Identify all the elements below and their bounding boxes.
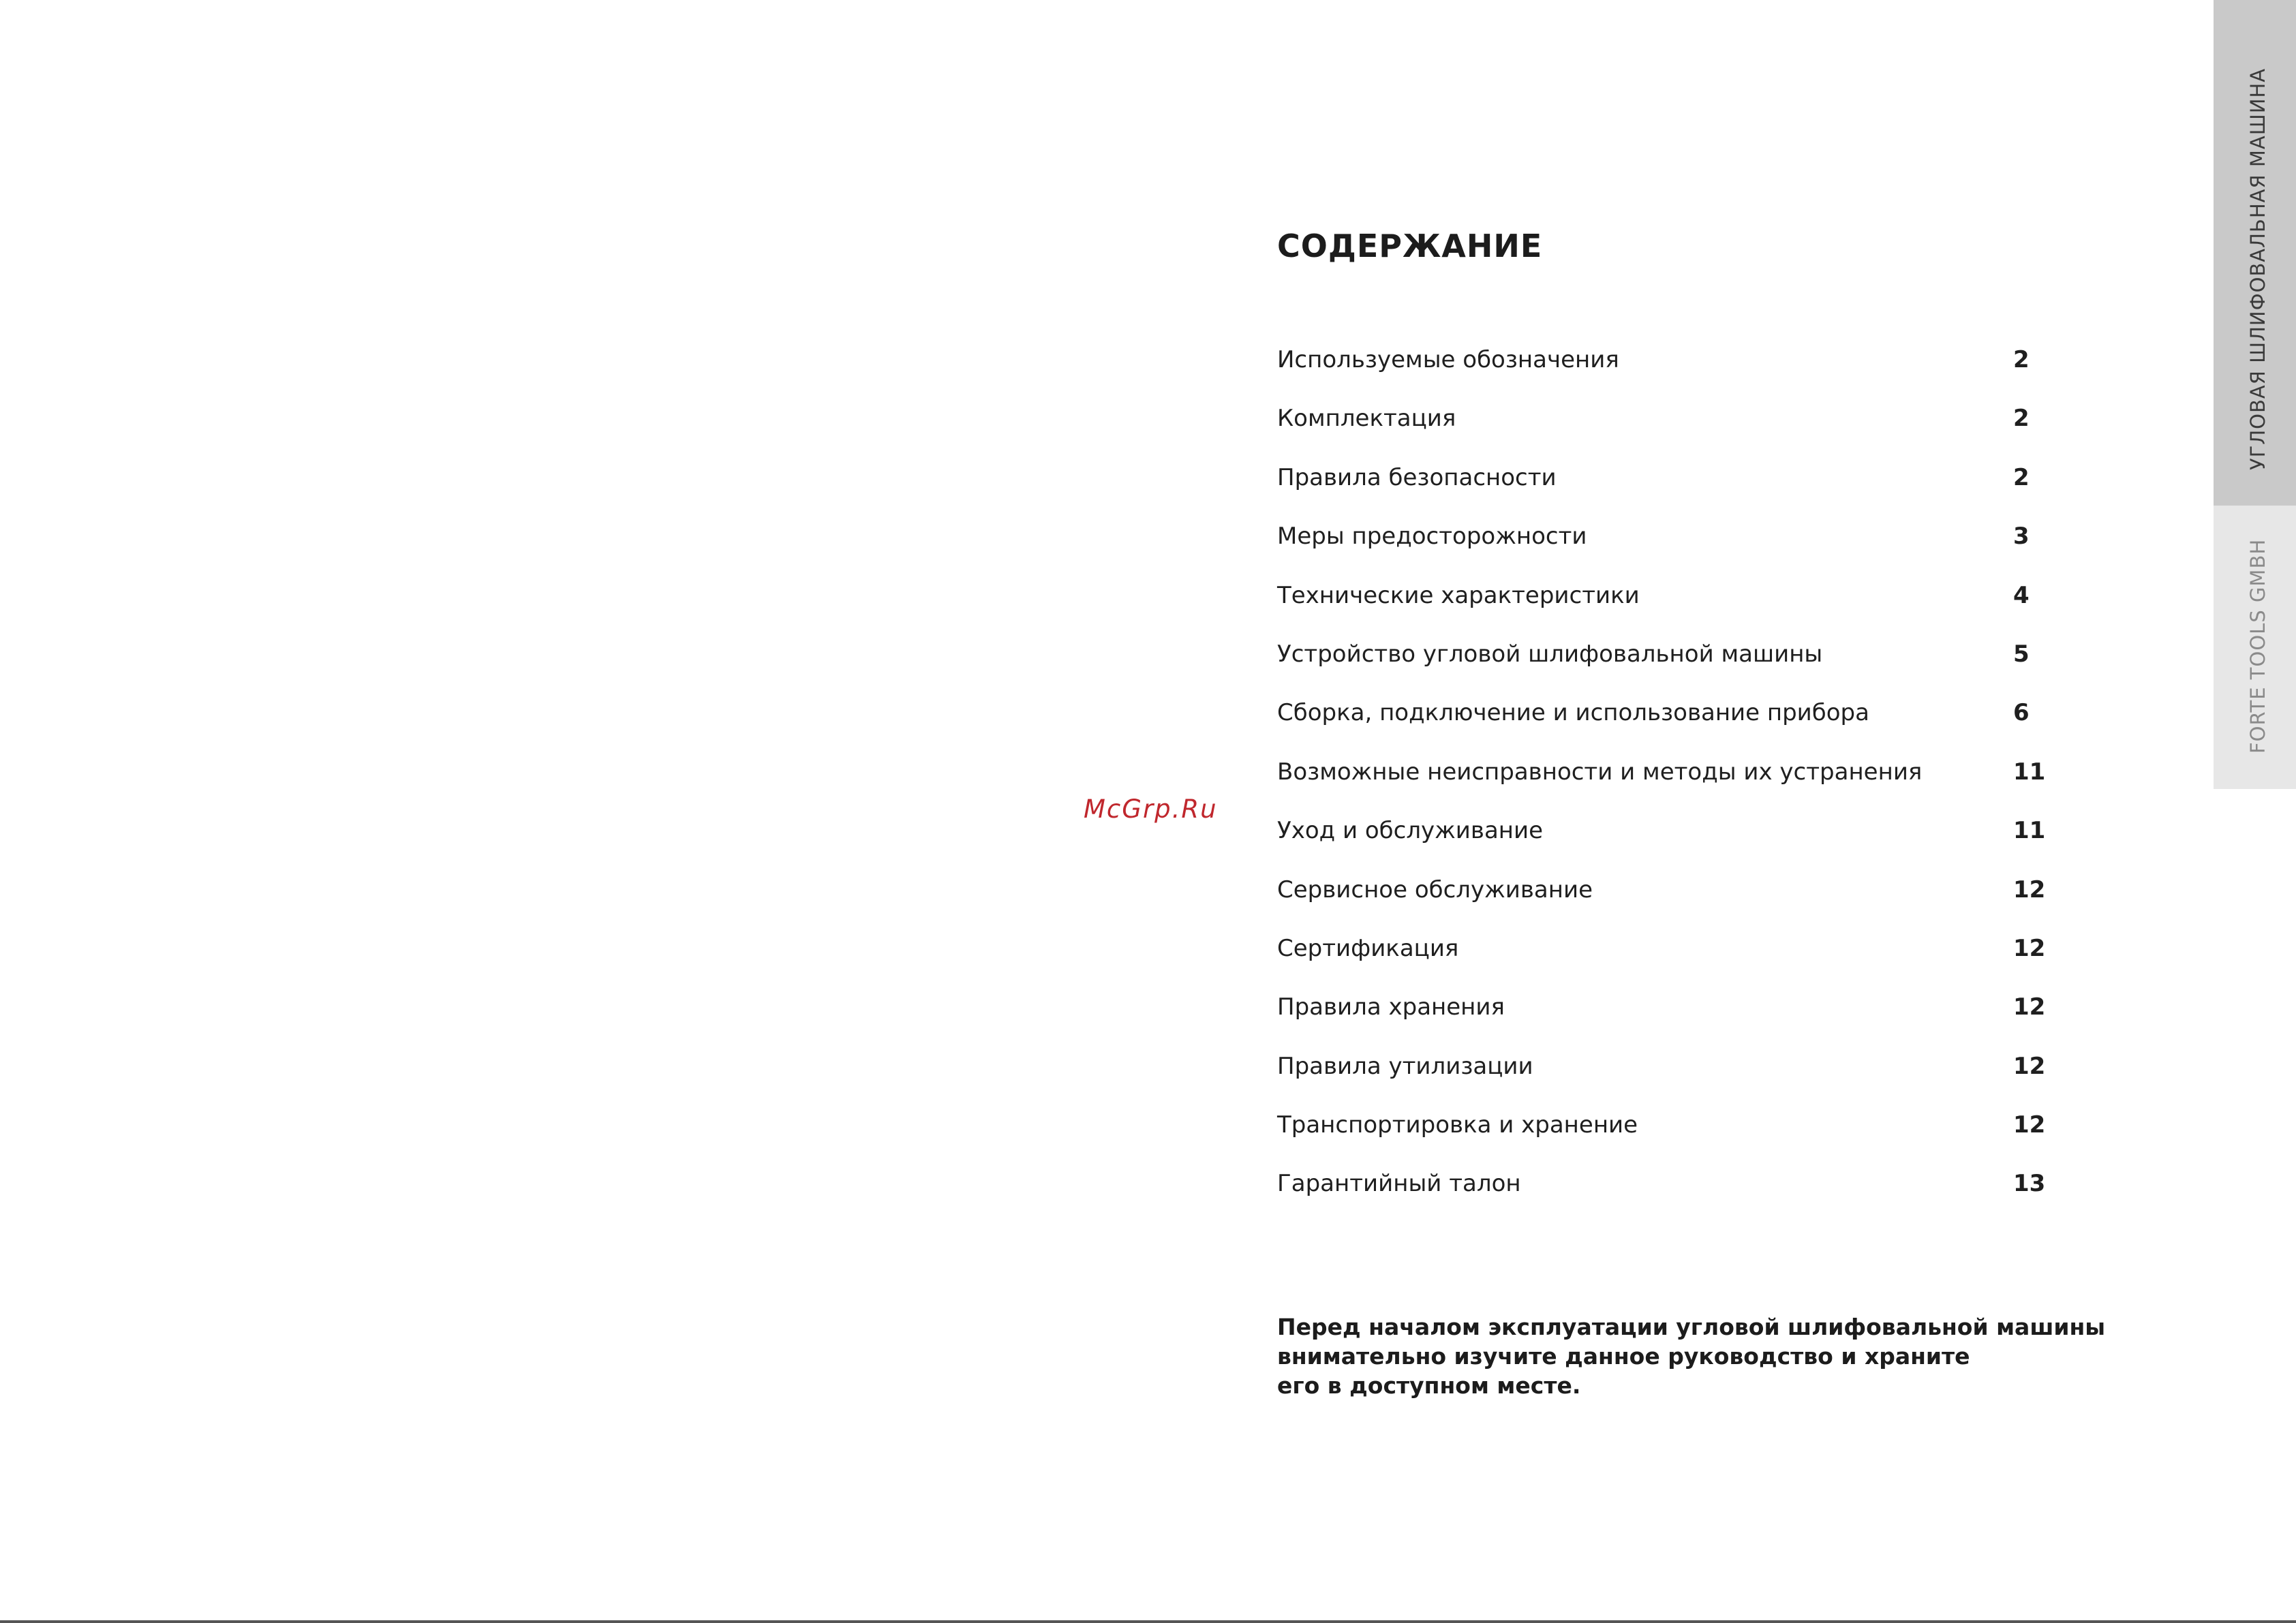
toc-entry[interactable] — [1277, 517, 2054, 576]
toc-entry-page: 12 — [2013, 1052, 2046, 1080]
toc-entry-label: Транспортировка и хранение — [1277, 1111, 1638, 1139]
toc-entry[interactable] — [1277, 399, 2054, 458]
toc-entry[interactable] — [1277, 753, 2054, 812]
toc-entry[interactable] — [1277, 988, 2054, 1047]
table-of-contents — [1277, 341, 2054, 1224]
usage-note-line: внимательно изучите данное руководство и храните — [1277, 1343, 1970, 1370]
toc-entry-label: Сервисное обслуживание — [1277, 876, 1593, 903]
toc-entry[interactable] — [1277, 694, 2054, 752]
toc-entry[interactable] — [1277, 635, 2054, 694]
toc-entry[interactable] — [1277, 929, 2054, 988]
toc-entry[interactable] — [1277, 341, 2054, 399]
toc-entry[interactable] — [1277, 1047, 2054, 1106]
toc-entry-page: 4 — [2013, 581, 2030, 609]
toc-entry-label: Правила хранения — [1277, 993, 1505, 1021]
toc-entry[interactable] — [1277, 1164, 2054, 1223]
toc-entry-page: 3 — [2013, 523, 2030, 551]
usage-note-line: его в доступном месте. — [1277, 1372, 1581, 1399]
toc-entry-label: Технические характеристики — [1277, 581, 1640, 609]
toc-entry-label: Возможные неисправности и методы их устранения — [1277, 758, 1923, 786]
toc-entry-label: Сборка, подключение и использование прибора — [1277, 699, 1869, 727]
toc-entry-page: 12 — [2013, 934, 2046, 962]
toc-entry-label: Правила утилизации — [1277, 1052, 1533, 1080]
toc-entry-page: 6 — [2013, 699, 2030, 727]
toc-entry-page: 12 — [2013, 993, 2046, 1021]
usage-note — [1277, 1312, 2106, 1400]
toc-entry-page: 5 — [2013, 640, 2030, 668]
toc-entry[interactable] — [1277, 812, 2054, 870]
toc-entry-label: Устройство угловой шлифовальной машины — [1277, 640, 1823, 668]
toc-entry[interactable] — [1277, 1106, 2054, 1164]
toc-entry-page: 2 — [2013, 405, 2030, 433]
toc-entry[interactable] — [1277, 871, 2054, 929]
toc-entry-label: Уход и обслуживание — [1277, 817, 1544, 845]
toc-entry-page: 11 — [2013, 758, 2046, 786]
toc-entry-label: Меры предосторожности — [1277, 523, 1587, 551]
side-tab-brand-label: FORTE TOOLS GMBH — [2246, 538, 2269, 754]
toc-entry-page: 12 — [2013, 876, 2046, 903]
toc-entry-label: Гарантийный талон — [1277, 1170, 1521, 1198]
toc-entry-page: 12 — [2013, 1111, 2046, 1139]
toc-entry[interactable] — [1277, 459, 2054, 517]
bottom-divider — [0, 1620, 2296, 1623]
toc-entry-label: Сертификация — [1277, 934, 1459, 962]
toc-entry-label: Комплектация — [1277, 405, 1456, 433]
toc-entry-label: Используемые обозначения — [1277, 346, 1619, 373]
toc-entry-page: 11 — [2013, 817, 2046, 845]
toc-entry[interactable] — [1277, 576, 2054, 635]
page-title: СОДЕРЖАНИЕ — [1277, 228, 1543, 264]
watermark-link[interactable]: McGrp.Ru — [1084, 794, 1218, 824]
usage-note-line: Перед началом эксплуатации угловой шлифовальной машины — [1277, 1314, 2106, 1340]
toc-entry-label: Правила безопасности — [1277, 463, 1557, 491]
toc-entry-page: 2 — [2013, 346, 2030, 373]
toc-entry-page: 2 — [2013, 463, 2030, 491]
toc-entry-page: 13 — [2013, 1170, 2046, 1198]
side-tab-product-label: УГЛОВАЯ ШЛИФОВАЛЬНАЯ МАШИНА — [2246, 67, 2269, 470]
